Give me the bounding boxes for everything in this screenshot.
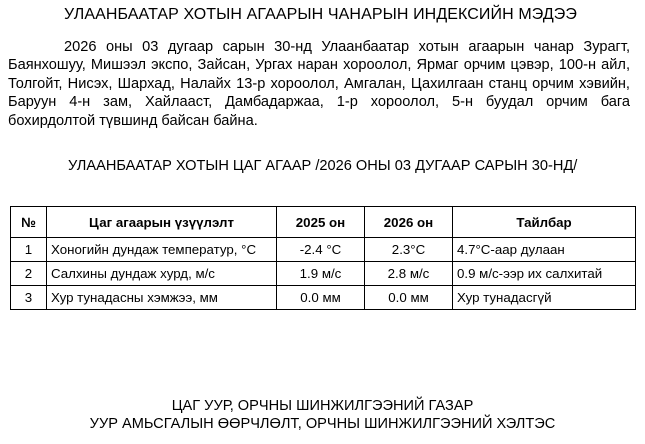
row-number: 2 bbox=[11, 262, 47, 286]
row-value-2025: 1.9 м/с bbox=[277, 262, 365, 286]
row-indicator: Хур тунадасны хэмжээ, мм bbox=[47, 286, 277, 310]
row-number: 1 bbox=[11, 238, 47, 262]
row-note: 4.7°С-аар дулаан bbox=[453, 238, 636, 262]
row-indicator: Хоногийн дундаж температур, °С bbox=[47, 238, 277, 262]
footer-division: УУР АМЬСГАЛЫН ӨӨРЧЛӨЛТ, ОРЧНЫ ШИНЖИЛГЭЭНИЙ ХЭЛТЭС bbox=[89, 416, 556, 432]
row-note: Хур тунадасгүй bbox=[453, 286, 636, 310]
row-number: 3 bbox=[11, 286, 47, 310]
table-row bbox=[11, 262, 636, 286]
header-2026: 2026 он bbox=[365, 207, 453, 238]
header-note: Тайлбар bbox=[453, 207, 636, 238]
weather-table bbox=[10, 206, 636, 310]
row-value-2026: 2.3°С bbox=[365, 238, 453, 262]
weather-table-title: УЛААНБААТАР ХОТЫН ЦАГ АГААР /2026 ОНЫ 03 ДУГААР САРЫН 30-НД/ bbox=[68, 158, 578, 174]
header-indicator: Цаг агаарын үзүүлэлт bbox=[47, 207, 277, 238]
row-indicator: Салхины дундаж хурд, м/с bbox=[47, 262, 277, 286]
row-note: 0.9 м/с-ээр их салхитай bbox=[453, 262, 636, 286]
table-row bbox=[11, 286, 636, 310]
table-header-row bbox=[11, 207, 636, 238]
table-row bbox=[11, 238, 636, 262]
header-2025: 2025 он bbox=[277, 207, 365, 238]
document-title: УЛААНБААТАР ХОТЫН АГААРЫН ЧАНАРЫН ИНДЕКСИЙН МЭДЭЭ bbox=[64, 6, 577, 23]
air-quality-paragraph: 2026 оны 03 дугаар сарын 30-нд Улаанбаатар хотын агаарын чанар Зурагт, Баянхошуу, Мишээл экспо, Зайсан, Ургах наран хороолол, Ярмаг орчим цэвэр, 100-н айл, Толгойт, Нисэх, Шархад, Налайх 13-р хороолол, Амгалан, Цахилгаан станц орчим хэвийн, Баруун 4-н зам, Хайлааст, Дамбадаржаа, 1-р хороолол, 5-н буудал орчим бага бохирдолтой түвшинд байсан байна. bbox=[8, 39, 630, 129]
row-value-2025: 0.0 мм bbox=[277, 286, 365, 310]
row-value-2026: 2.8 м/с bbox=[365, 262, 453, 286]
row-value-2026: 0.0 мм bbox=[365, 286, 453, 310]
footer-department: ЦАГ УУР, ОРЧНЫ ШИНЖИЛГЭЭНИЙ ГАЗАР bbox=[171, 398, 474, 414]
row-value-2025: -2.4 °С bbox=[277, 238, 365, 262]
header-number: № bbox=[11, 207, 47, 238]
